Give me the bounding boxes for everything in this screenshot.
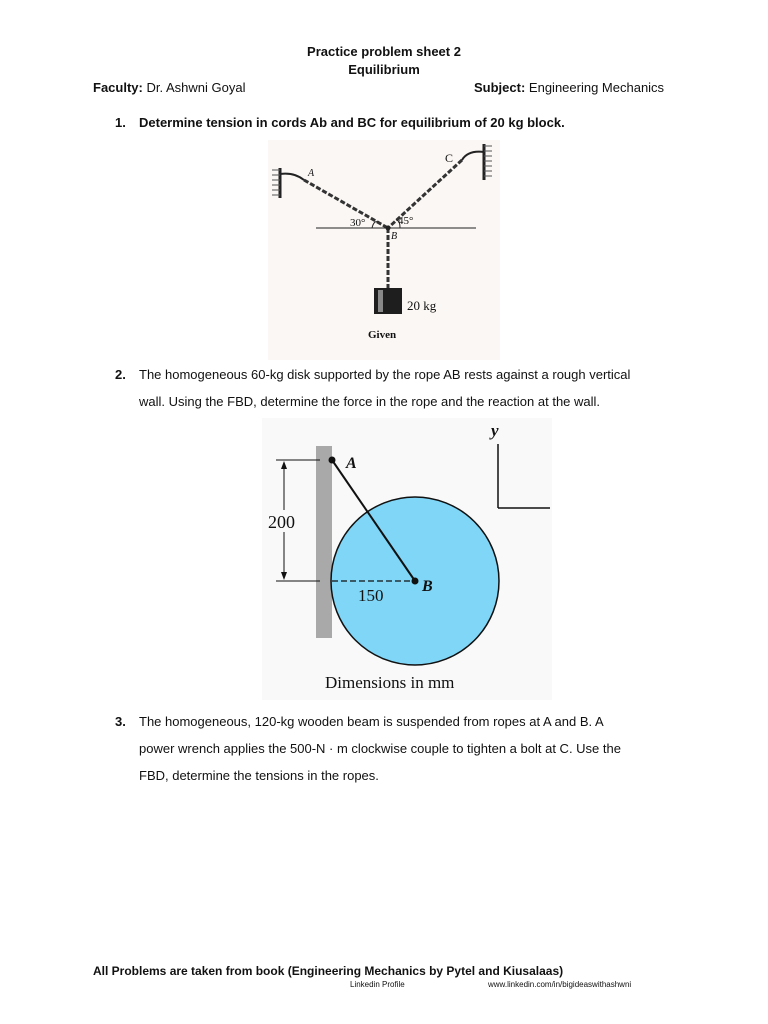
figure-caption: Dimensions in mm (325, 673, 455, 692)
question-text-line-2: wall. Using the FBD, determine the force in the rope and the reaction at the wall. (139, 394, 601, 409)
faculty-line (93, 80, 245, 95)
question-text-line-2: power wrench applies the 500-N · m clockwise couple to tighten a bolt at C. Use the (139, 741, 621, 756)
question-number: 2. (115, 367, 126, 382)
subject-name: Engineering Mechanics (528, 80, 665, 95)
faculty-label: Faculty: (93, 80, 143, 95)
page-subtitle: Equilibrium (348, 62, 420, 77)
footer-linkedin-url[interactable]: www.linkedin.com/in/bigideaswithashwni (488, 980, 632, 989)
label-b: B (422, 578, 433, 595)
point-b (412, 578, 419, 585)
question-text: Determine tension in cords Ab and BC for equilibrium of 20 kg block. (139, 115, 565, 130)
label-angle-30: 30° (350, 217, 366, 229)
label-y: y (491, 421, 499, 440)
question-text-line-1: The homogeneous 60-kg disk supported by the rope AB rests against a rough vertical (139, 367, 631, 382)
question-1 (0, 109, 768, 136)
vertical-wall (316, 446, 332, 638)
footer-linkedin-label: Linkedin Profile (350, 980, 405, 989)
label-b: B (391, 231, 398, 242)
faculty-name: Dr. Ashwni Goyal (146, 80, 246, 95)
label-a: A (308, 168, 315, 179)
label-angle-45: 45° (398, 215, 414, 227)
page-title: Practice problem sheet 2 (307, 44, 461, 59)
question-text-line-1: The homogeneous, 120-kg wooden beam is suspended from ropes at A and B. A (139, 714, 604, 729)
subject-label: Subject: (474, 80, 526, 95)
question-text-line-3: FBD, determine the tensions in the ropes. (139, 768, 379, 783)
figure-caption: Given (368, 329, 397, 341)
figure-background (268, 140, 500, 360)
question-2 (0, 361, 768, 415)
question-3 (0, 708, 768, 789)
label-mass: 20 kg (407, 298, 437, 313)
block-20kg (374, 288, 402, 314)
label-a: A (346, 455, 357, 472)
footer-source: All Problems are taken from book (Engineering Mechanics by Pytel and Kiusalaas) (93, 964, 564, 978)
question-number: 3. (115, 714, 126, 729)
question-number: 1. (115, 115, 126, 130)
point-b (386, 226, 391, 231)
label-dim-200: 200 (268, 512, 295, 532)
subject-line (474, 80, 664, 95)
figure-cords-block (268, 140, 500, 360)
figure-disk-wall (262, 418, 552, 700)
label-c: C (445, 151, 454, 165)
label-dim-150: 150 (358, 586, 384, 605)
point-a (329, 457, 336, 464)
